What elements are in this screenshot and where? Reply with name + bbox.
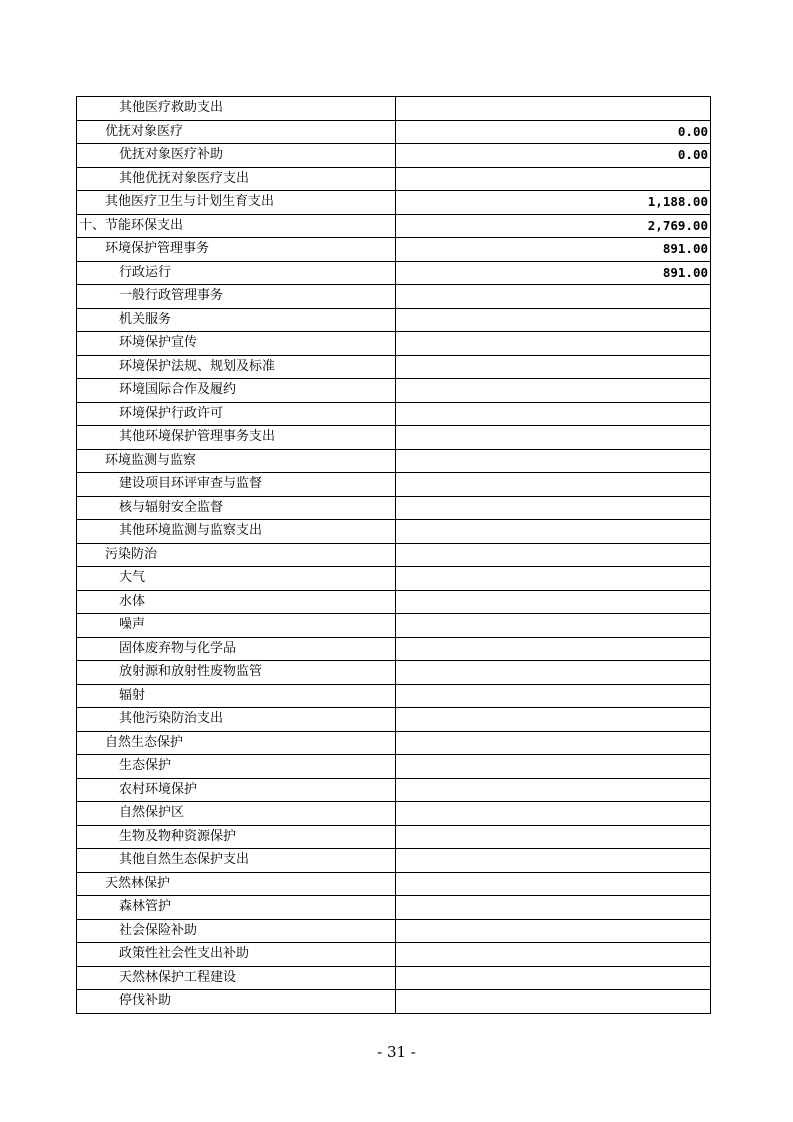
amount-cell [396, 285, 711, 309]
item-name-cell: 天然林保护 [77, 872, 396, 896]
table-row [77, 661, 711, 685]
item-name-cell: 其他医疗救助支出 [77, 97, 396, 121]
item-name-cell: 辐射 [77, 684, 396, 708]
amount-cell [396, 520, 711, 544]
amount-cell [396, 661, 711, 685]
amount-cell [396, 379, 711, 403]
item-name-cell: 一般行政管理事务 [77, 285, 396, 309]
table-row [77, 402, 711, 426]
item-name-cell: 水体 [77, 590, 396, 614]
item-name-cell: 固体废弃物与化学品 [77, 637, 396, 661]
table-row [77, 120, 711, 144]
table-row [77, 684, 711, 708]
table-row [77, 872, 711, 896]
table-row [77, 191, 711, 215]
item-name-cell: 政策性社会性支出补助 [77, 943, 396, 967]
table-row [77, 426, 711, 450]
item-name-cell: 生态保护 [77, 755, 396, 779]
table-row [77, 708, 711, 732]
item-name-cell: 放射源和放射性废物监管 [77, 661, 396, 685]
table-row [77, 943, 711, 967]
table-row [77, 261, 711, 285]
item-name-cell: 优抚对象医疗补助 [77, 144, 396, 168]
table-row [77, 167, 711, 191]
table-row [77, 919, 711, 943]
table-row [77, 637, 711, 661]
item-name-cell: 噪声 [77, 614, 396, 638]
table-row [77, 214, 711, 238]
item-name-cell: 农村环境保护 [77, 778, 396, 802]
table-row [77, 990, 711, 1014]
item-name-cell: 停伐补助 [77, 990, 396, 1014]
item-name-cell: 环境保护法规、规划及标准 [77, 355, 396, 379]
table-row [77, 144, 711, 168]
amount-cell [396, 708, 711, 732]
item-name-cell: 天然林保护工程建设 [77, 966, 396, 990]
table-row [77, 355, 711, 379]
table-row [77, 966, 711, 990]
item-name-cell: 森林管护 [77, 896, 396, 920]
amount-cell [396, 943, 711, 967]
amount-cell: 2,769.00 [396, 214, 711, 238]
item-name-cell: 环境保护管理事务 [77, 238, 396, 262]
amount-cell [396, 849, 711, 873]
amount-cell [396, 97, 711, 121]
table-row [77, 379, 711, 403]
amount-cell [396, 355, 711, 379]
item-name-cell: 自然保护区 [77, 802, 396, 826]
amount-cell [396, 825, 711, 849]
table-row [77, 802, 711, 826]
item-name-cell: 环境监测与监察 [77, 449, 396, 473]
table-row [77, 97, 711, 121]
amount-cell [396, 402, 711, 426]
table-row [77, 543, 711, 567]
item-name-cell: 自然生态保护 [77, 731, 396, 755]
amount-cell: 1,188.00 [396, 191, 711, 215]
table-row [77, 567, 711, 591]
amount-cell [396, 872, 711, 896]
table-row [77, 849, 711, 873]
item-name-cell: 环境保护行政许可 [77, 402, 396, 426]
amount-cell [396, 614, 711, 638]
table-row [77, 238, 711, 262]
amount-cell [396, 684, 711, 708]
amount-cell [396, 332, 711, 356]
table-row [77, 285, 711, 309]
table-row [77, 496, 711, 520]
amount-cell [396, 990, 711, 1014]
item-name-cell: 机关服务 [77, 308, 396, 332]
amount-cell [396, 473, 711, 497]
table-row [77, 755, 711, 779]
item-name-cell: 核与辐射安全监督 [77, 496, 396, 520]
table-row [77, 520, 711, 544]
table-row [77, 614, 711, 638]
table-row [77, 332, 711, 356]
page-number: - 31 - [377, 1043, 416, 1061]
amount-cell [396, 496, 711, 520]
amount-cell [396, 896, 711, 920]
budget-table [76, 96, 711, 1014]
item-name-cell: 其他自然生态保护支出 [77, 849, 396, 873]
amount-cell: 0.00 [396, 144, 711, 168]
amount-cell [396, 167, 711, 191]
item-name-cell: 行政运行 [77, 261, 396, 285]
amount-cell [396, 755, 711, 779]
table-row [77, 590, 711, 614]
table-row [77, 778, 711, 802]
item-name-cell: 其他污染防治支出 [77, 708, 396, 732]
amount-cell [396, 637, 711, 661]
amount-cell [396, 966, 711, 990]
item-name-cell: 优抚对象医疗 [77, 120, 396, 144]
amount-cell [396, 802, 711, 826]
table-row [77, 473, 711, 497]
amount-cell [396, 731, 711, 755]
item-name-cell: 社会保险补助 [77, 919, 396, 943]
item-name-cell: 环境国际合作及履约 [77, 379, 396, 403]
item-name-cell: 其他医疗卫生与计划生育支出 [77, 191, 396, 215]
amount-cell [396, 590, 711, 614]
amount-cell: 0.00 [396, 120, 711, 144]
table-body [77, 97, 711, 1014]
item-name-cell: 环境保护宣传 [77, 332, 396, 356]
item-name-cell: 十、节能环保支出 [77, 214, 396, 238]
amount-cell [396, 543, 711, 567]
item-name-cell: 大气 [77, 567, 396, 591]
amount-cell [396, 426, 711, 450]
amount-cell: 891.00 [396, 261, 711, 285]
amount-cell [396, 567, 711, 591]
table-row [77, 308, 711, 332]
amount-cell [396, 308, 711, 332]
table-row [77, 896, 711, 920]
item-name-cell: 其他优抚对象医疗支出 [77, 167, 396, 191]
amount-cell [396, 778, 711, 802]
amount-cell: 891.00 [396, 238, 711, 262]
table-row [77, 449, 711, 473]
item-name-cell: 污染防治 [77, 543, 396, 567]
item-name-cell: 建设项目环评审查与监督 [77, 473, 396, 497]
table-row [77, 731, 711, 755]
amount-cell [396, 449, 711, 473]
item-name-cell: 其他环境保护管理事务支出 [77, 426, 396, 450]
table-row [77, 825, 711, 849]
item-name-cell: 生物及物种资源保护 [77, 825, 396, 849]
amount-cell [396, 919, 711, 943]
item-name-cell: 其他环境监测与监察支出 [77, 520, 396, 544]
